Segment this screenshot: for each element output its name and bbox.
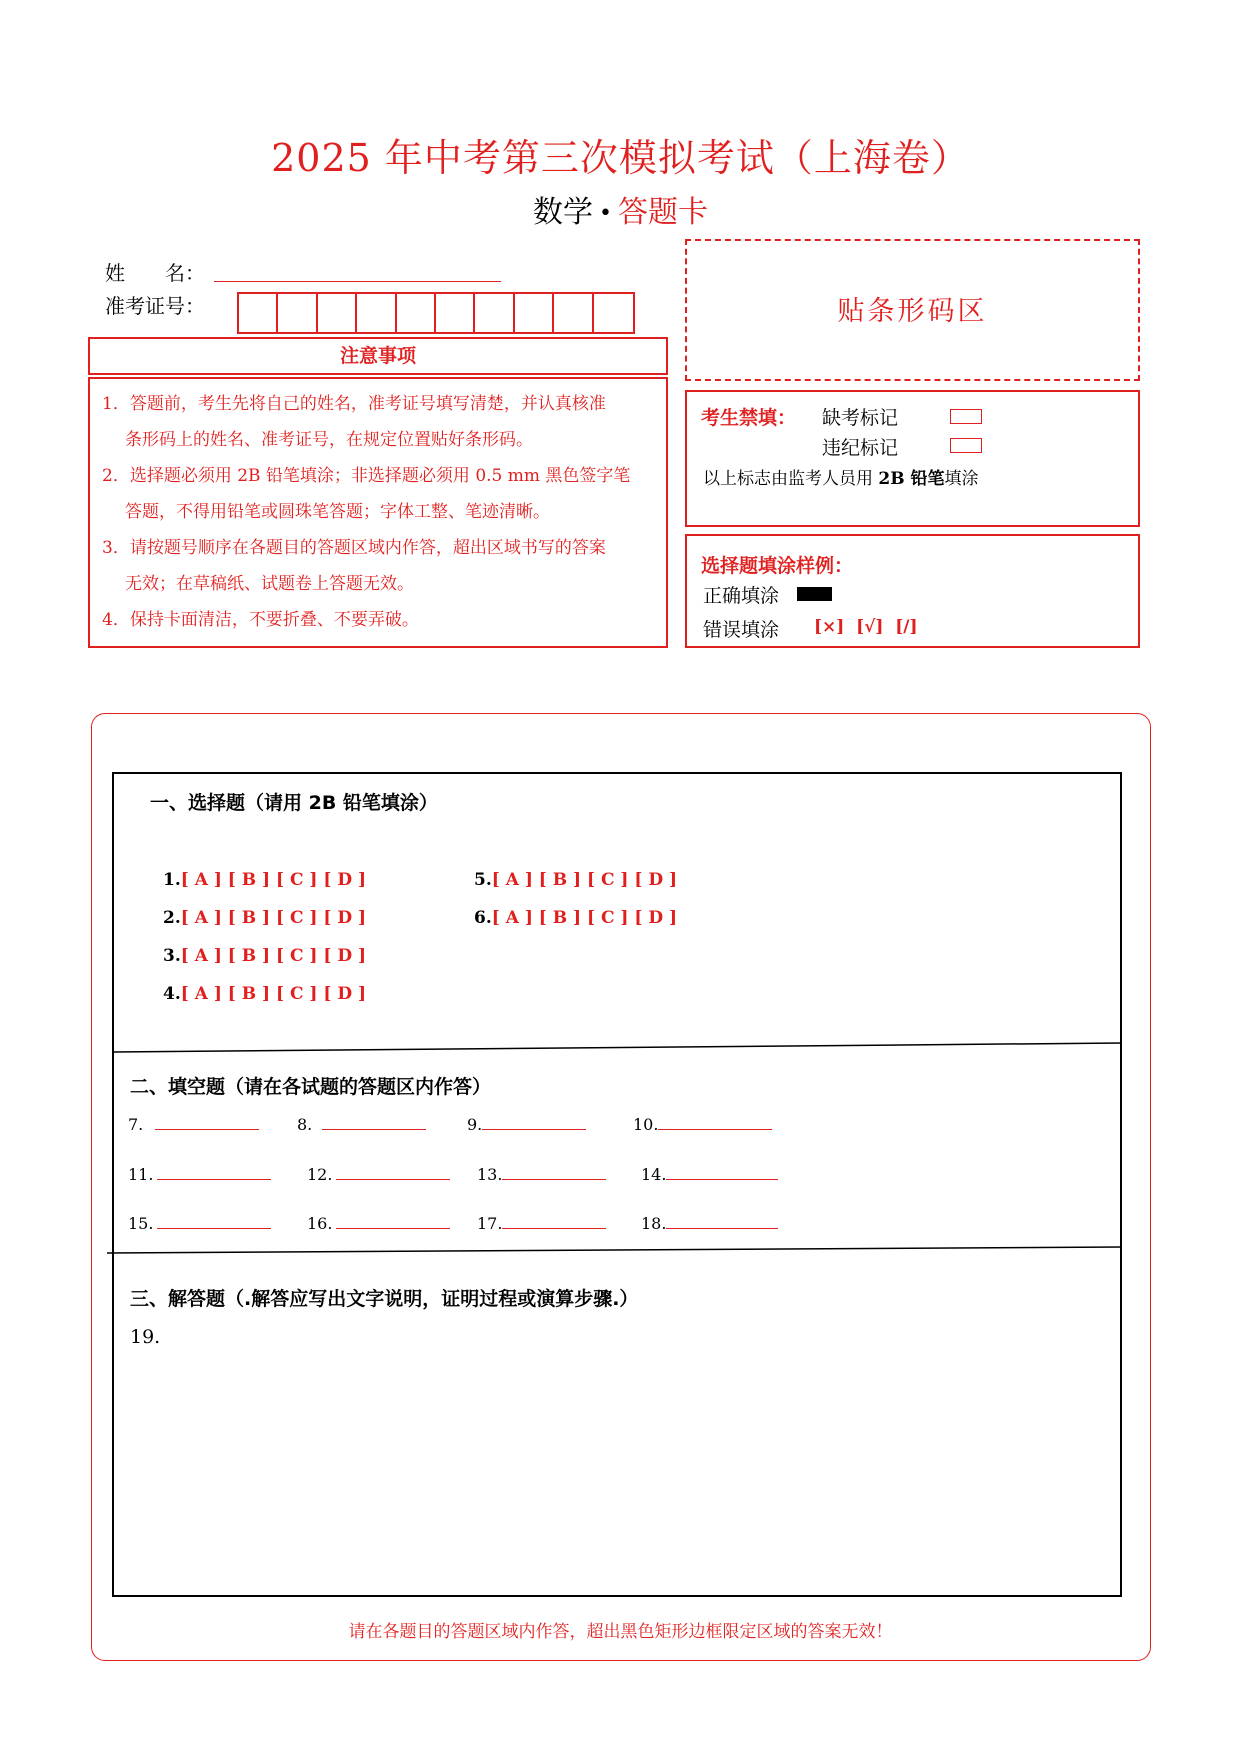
answer-options[interactable]: [ A ] [ B ] [ C ] [ D ] xyxy=(491,908,678,928)
barcode-label: 贴条形码区 xyxy=(837,296,988,327)
separator-dot: • xyxy=(599,201,612,226)
question-number: 1. xyxy=(163,870,181,890)
subject-label: 数学 xyxy=(533,195,593,230)
notice-line: 4．保持卡面清洁，不要折叠、不要弄破。 xyxy=(102,610,419,630)
blank-13 xyxy=(477,1165,606,1184)
proctor-note-post: 填涂 xyxy=(944,469,979,489)
fill-sample-title: 选择题填涂样例： xyxy=(701,555,854,577)
blank-18 xyxy=(641,1214,778,1233)
question-number: 3. xyxy=(163,946,181,966)
answer-line[interactable] xyxy=(502,1165,606,1180)
answer-line[interactable] xyxy=(322,1115,426,1130)
blank-number: 10. xyxy=(633,1115,659,1134)
answer-options[interactable]: [ A ] [ B ] [ C ] [ D ] xyxy=(180,946,367,966)
proctor-note-bold: 2B 铅笔 xyxy=(878,469,945,489)
answer-line[interactable] xyxy=(336,1165,450,1180)
blank-7 xyxy=(128,1115,259,1134)
absent-mark-label: 缺考标记 xyxy=(822,407,899,429)
blank-8 xyxy=(297,1115,426,1134)
blank-number: 17. xyxy=(477,1214,503,1233)
answer-line[interactable] xyxy=(658,1115,772,1130)
answer-options[interactable]: [ A ] [ B ] [ C ] [ D ] xyxy=(180,984,367,1004)
section-2-title: 二、填空题（请在各试题的答题区内作答） xyxy=(130,1076,492,1098)
wrong-fill-label: 错误填涂 xyxy=(703,619,780,641)
answer-line[interactable] xyxy=(157,1214,271,1229)
question-number: 5. xyxy=(474,870,492,890)
blank-14 xyxy=(641,1165,778,1184)
answer-options[interactable]: [ A ] [ B ] [ C ] [ D ] xyxy=(180,908,367,928)
question-number: 6. xyxy=(474,908,492,928)
blank-number: 13. xyxy=(477,1165,503,1184)
proctor-note-pre: 以上标志由监考人员用 xyxy=(703,469,879,489)
section-3-title: 三、解答题（.解答应写出文字说明，证明过程或演算步骤.） xyxy=(130,1288,639,1310)
blank-9 xyxy=(467,1115,586,1134)
blank-number: 11. xyxy=(128,1165,154,1184)
answer-line[interactable] xyxy=(666,1214,778,1229)
blank-number: 8. xyxy=(297,1115,313,1134)
question-19-answer-area[interactable] xyxy=(113,1350,1121,1595)
notice-line: 2．选择题必须用 2B 铅笔填涂；非选择题必须用 0.5 mm 黑色签字笔 xyxy=(102,466,631,486)
blank-number: 7. xyxy=(128,1115,144,1134)
blank-number: 15. xyxy=(128,1214,154,1233)
correct-fill-label: 正确填涂 xyxy=(703,585,780,607)
footer-warning: 请在各题目的答题区域内作答，超出黑色矩形边框限定区域的答案无效！ xyxy=(348,1622,893,1642)
violation-mark-label: 违纪标记 xyxy=(822,437,899,459)
blank-number: 9. xyxy=(467,1115,483,1134)
notice-line: 1．答题前，考生先将自己的姓名，准考证号填写清楚，并认真核准 xyxy=(102,394,606,414)
blank-12 xyxy=(307,1165,450,1184)
notice-line: 无效；在草稿纸、试题卷上答题无效。 xyxy=(125,574,414,594)
answer-line[interactable] xyxy=(336,1214,450,1229)
notice-line: 答题，不得用铅笔或圆珠笔答题；字体工整、笔迹清晰。 xyxy=(125,502,550,522)
notice-line: 条形码上的姓名、准考证号，在规定位置贴好条形码。 xyxy=(125,430,533,450)
card-label: 答题卡 xyxy=(617,195,708,230)
answer-line[interactable] xyxy=(482,1115,586,1130)
blank-number: 16. xyxy=(307,1214,333,1233)
answer-line[interactable] xyxy=(157,1165,271,1180)
section-1-title: 一、选择题（请用 2B 铅笔填涂） xyxy=(150,792,438,814)
page-title: 2025 年中考第三次模拟考试（上海卷） xyxy=(271,136,970,180)
blank-16 xyxy=(307,1214,450,1233)
proctor-only-label: 考生禁填： xyxy=(701,407,797,429)
question-number: 4. xyxy=(163,984,181,1004)
exam-id-label: 准考证号： xyxy=(105,294,205,318)
answer-options[interactable]: [ A ] [ B ] [ C ] [ D ] xyxy=(180,870,367,890)
blank-number: 18. xyxy=(641,1214,667,1233)
question-number: 2. xyxy=(163,908,181,928)
notice-line: 3．请按题号顺序在各题目的答题区域内作答，超出区域书写的答案 xyxy=(102,538,606,558)
answer-line[interactable] xyxy=(155,1115,259,1130)
blank-number: 14. xyxy=(641,1165,667,1184)
answer-options[interactable]: [ A ] [ B ] [ C ] [ D ] xyxy=(491,870,678,890)
answer-line[interactable] xyxy=(502,1214,606,1229)
question-19-label: 19. xyxy=(130,1326,161,1348)
blank-number: 12. xyxy=(307,1165,333,1184)
wrong-fill-samples: [×] [√] [/] xyxy=(814,617,918,637)
name-label: 姓 名： xyxy=(105,261,205,285)
blank-17 xyxy=(477,1214,606,1233)
notice-title: 注意事项 xyxy=(88,337,668,375)
blank-11 xyxy=(128,1165,271,1184)
blank-10 xyxy=(633,1115,772,1134)
blank-15 xyxy=(128,1214,271,1233)
answer-line[interactable] xyxy=(666,1165,778,1180)
